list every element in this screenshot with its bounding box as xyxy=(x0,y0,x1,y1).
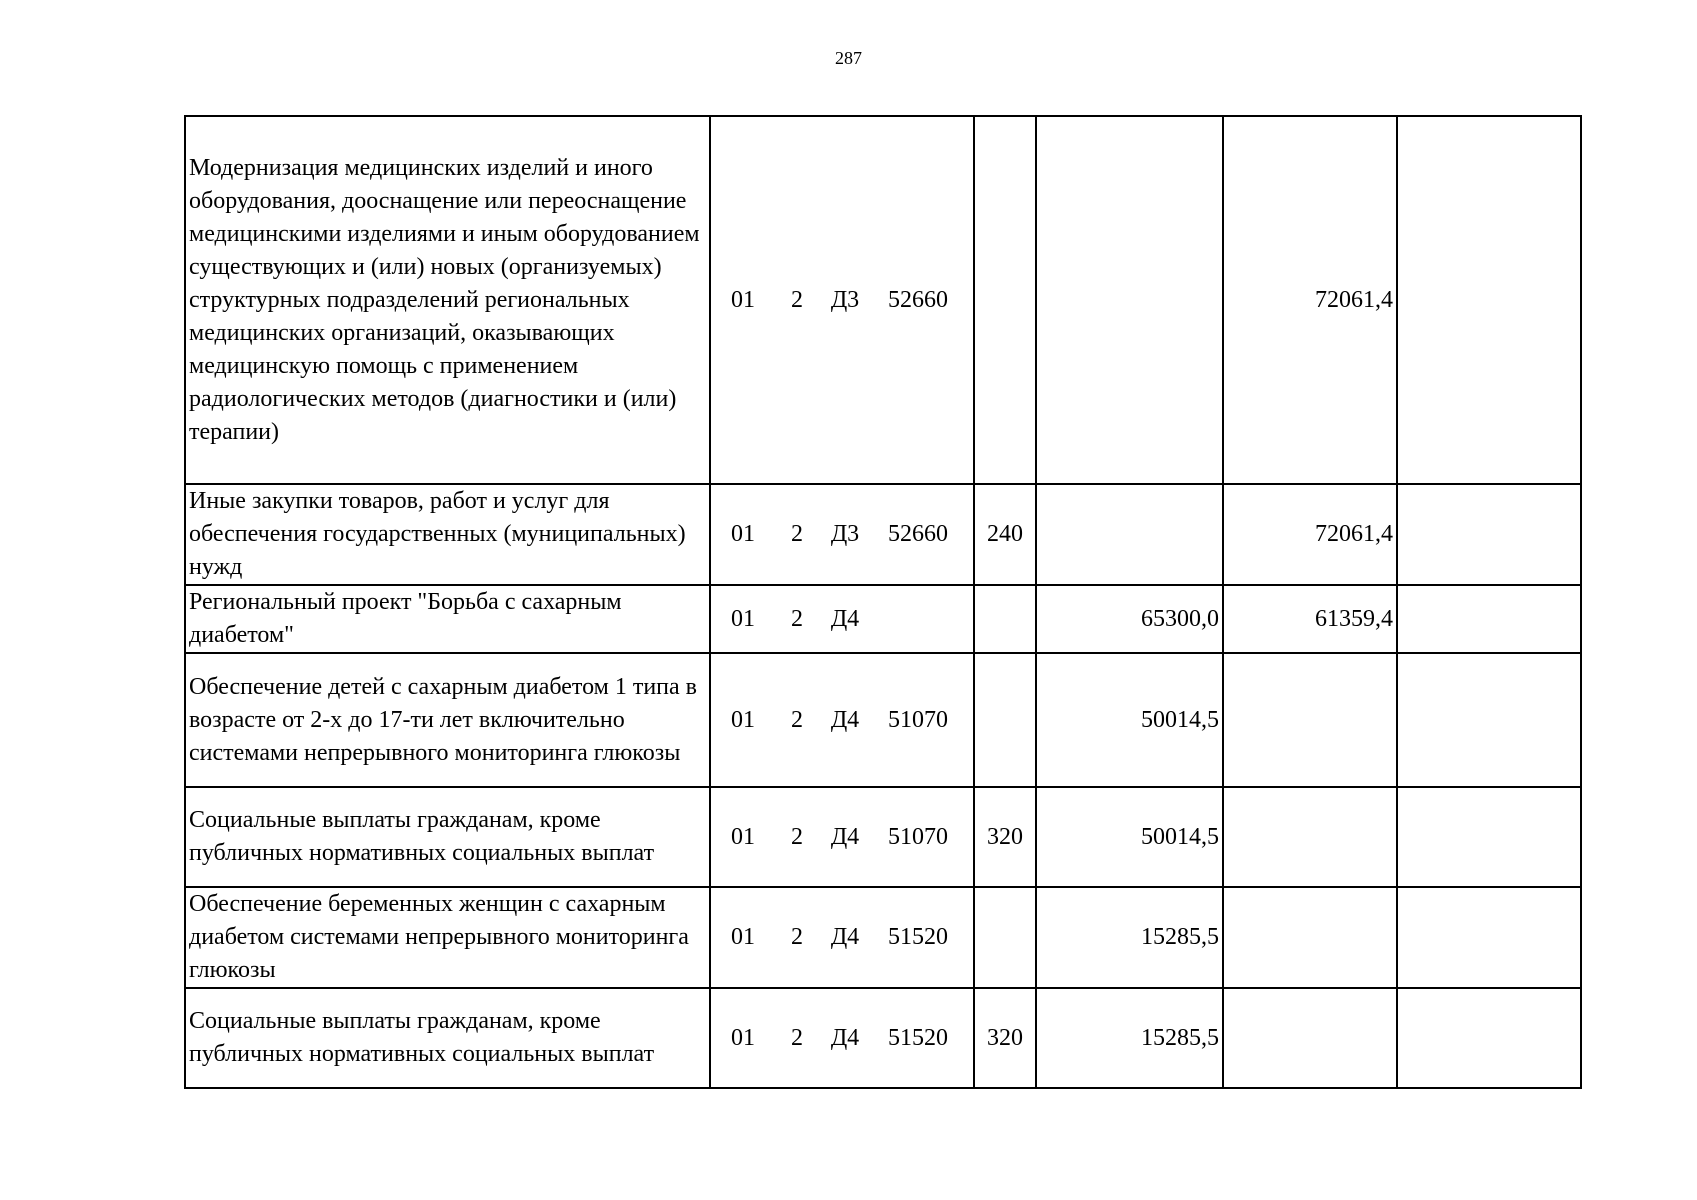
code-subprogram: 2 xyxy=(791,605,803,632)
code-direction: 51070 xyxy=(888,823,948,850)
code-project: Д4 xyxy=(830,605,860,632)
code-section: 01 xyxy=(731,286,755,313)
amount-3 xyxy=(1397,887,1581,988)
table-row xyxy=(185,653,1581,787)
classification-code xyxy=(710,988,974,1088)
amount-3 xyxy=(1397,787,1581,887)
amount-3 xyxy=(1397,988,1581,1088)
code-direction: 51520 xyxy=(888,1024,948,1051)
row-description: Обеспечение беременных женщин с сахарным диабетом системами непрерывного мониторинга глюкозы xyxy=(185,887,710,988)
code-section: 01 xyxy=(731,1024,755,1051)
code-project: Д4 xyxy=(830,1024,860,1051)
row-description: Иные закупки товаров, работ и услуг для обеспечения государственных (муниципальных) нужд xyxy=(185,484,710,585)
expense-type xyxy=(974,653,1036,787)
code-direction: 52660 xyxy=(888,521,948,547)
amount-1: 50014,5 xyxy=(1036,653,1223,787)
amount-2: 61359,4 xyxy=(1223,585,1397,653)
row-description: Модернизация медицинских изделий и иного оборудования, дооснащение или переоснащение медицинскими изделиями и иным оборудованием существующих и (или) новых (организуемых) структурных подразделений региональных медицинских организаций, оказывающих медицинскую помощь с применением радиологических методов (диагностики и (или) терапии) xyxy=(185,116,710,484)
amount-2: 72061,4 xyxy=(1223,484,1397,585)
table-row xyxy=(185,484,1581,585)
amount-2 xyxy=(1223,988,1397,1088)
expense-type: 320 xyxy=(974,988,1036,1088)
code-section: 01 xyxy=(731,521,755,547)
code-subprogram: 2 xyxy=(791,823,803,850)
page-number: 287 xyxy=(835,48,862,68)
amount-3 xyxy=(1397,585,1581,653)
code-project: Д3 xyxy=(830,521,860,547)
code-section: 01 xyxy=(731,605,755,632)
row-description: Региональный проект "Борьба с сахарным диабетом" xyxy=(185,585,710,653)
amount-2 xyxy=(1223,887,1397,988)
code-section: 01 xyxy=(731,706,755,733)
classification-code xyxy=(710,116,974,484)
amount-2 xyxy=(1223,787,1397,887)
classification-code xyxy=(710,787,974,887)
code-subprogram: 2 xyxy=(791,521,803,547)
amount-3 xyxy=(1397,653,1581,787)
classification-code xyxy=(710,484,974,585)
expense-type xyxy=(974,116,1036,484)
classification-code xyxy=(710,585,974,653)
amount-1: 50014,5 xyxy=(1036,787,1223,887)
row-description: Обеспечение детей с сахарным диабетом 1 типа в возрасте от 2-х до 17-ти лет включительно системами непрерывного мониторинга глюкозы xyxy=(185,653,710,787)
table-row xyxy=(185,787,1581,887)
code-subprogram: 2 xyxy=(791,1024,803,1051)
amount-1 xyxy=(1036,484,1223,585)
code-project: Д4 xyxy=(830,706,860,733)
amount-1: 15285,5 xyxy=(1036,988,1223,1088)
table-row xyxy=(185,887,1581,988)
expense-type: 240 xyxy=(974,484,1036,585)
code-project: Д4 xyxy=(830,823,860,850)
code-section: 01 xyxy=(731,924,755,950)
table-row xyxy=(185,988,1581,1088)
amount-3 xyxy=(1397,116,1581,484)
code-project: Д4 xyxy=(830,924,860,950)
amount-2 xyxy=(1223,653,1397,787)
code-direction: 52660 xyxy=(888,286,948,313)
amount-1: 65300,0 xyxy=(1036,585,1223,653)
amount-2: 72061,4 xyxy=(1223,116,1397,484)
code-direction: 51070 xyxy=(888,706,948,733)
code-project: Д3 xyxy=(830,286,860,313)
code-subprogram: 2 xyxy=(791,706,803,733)
code-subprogram: 2 xyxy=(791,924,803,950)
amount-1 xyxy=(1036,116,1223,484)
code-subprogram: 2 xyxy=(791,286,803,313)
row-description: Социальные выплаты гражданам, кроме публичных нормативных социальных выплат xyxy=(185,988,710,1088)
classification-code xyxy=(710,887,974,988)
row-description: Социальные выплаты гражданам, кроме публичных нормативных социальных выплат xyxy=(185,787,710,887)
code-section: 01 xyxy=(731,823,755,850)
amount-3 xyxy=(1397,484,1581,585)
table-row xyxy=(185,585,1581,653)
classification-code xyxy=(710,653,974,787)
budget-table xyxy=(184,115,1582,1089)
expense-type xyxy=(974,585,1036,653)
expense-type: 320 xyxy=(974,787,1036,887)
amount-1: 15285,5 xyxy=(1036,887,1223,988)
table-row xyxy=(185,116,1581,484)
expense-type xyxy=(974,887,1036,988)
code-direction: 51520 xyxy=(888,924,948,950)
